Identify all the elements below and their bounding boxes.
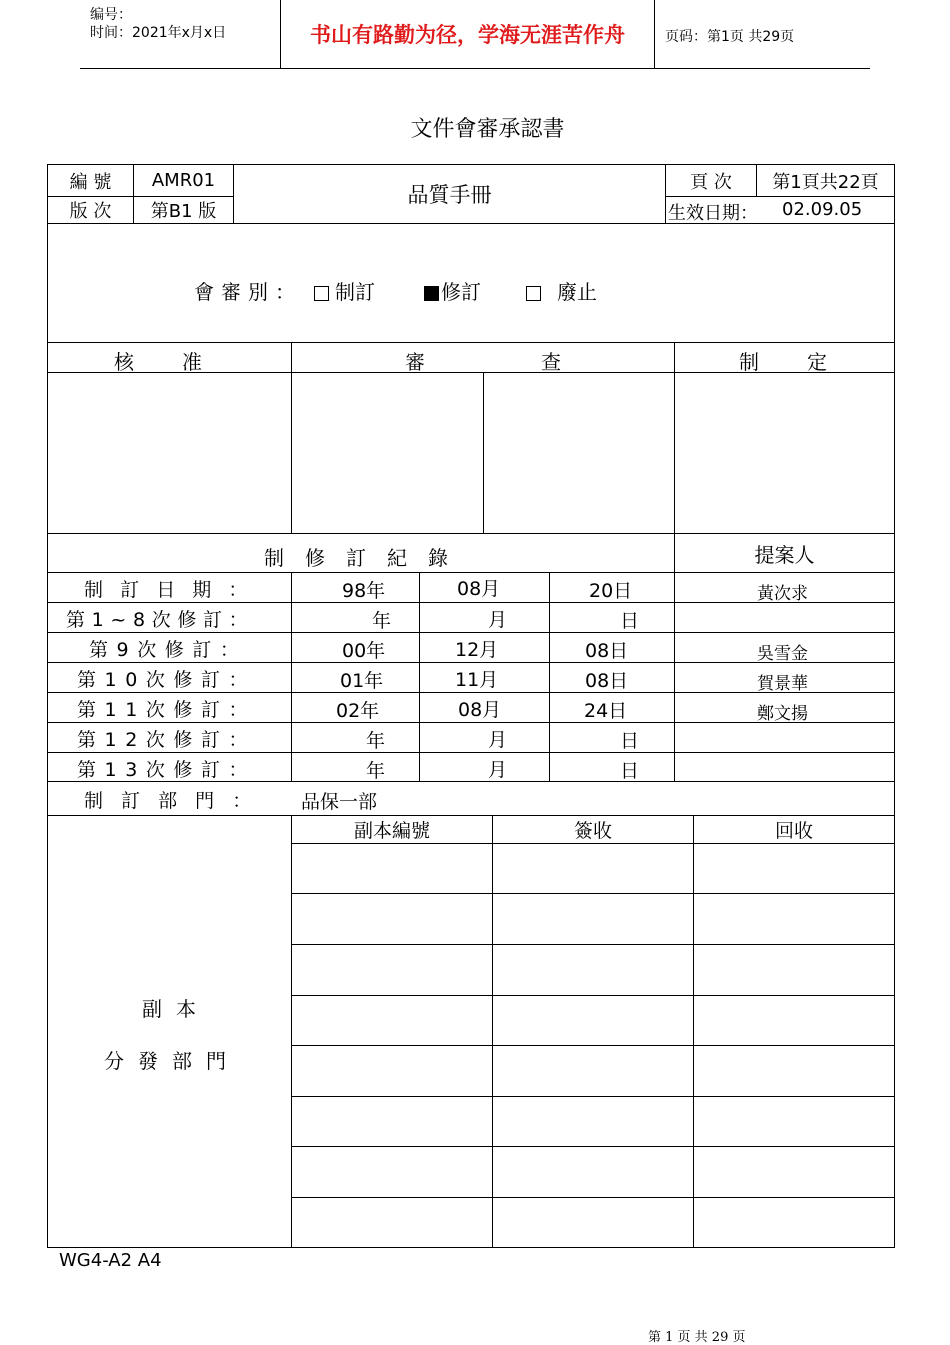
record-month: 11月 bbox=[455, 669, 499, 691]
record-day: 日 bbox=[620, 610, 640, 632]
date-label: 时间：2021年x月x日 bbox=[90, 25, 227, 41]
option-revise[interactable]: 修訂 bbox=[424, 276, 481, 305]
record-month: 月 bbox=[488, 729, 508, 751]
establish-header: 制定 bbox=[739, 350, 875, 374]
distribution-dept-label: 分發部門 bbox=[104, 1049, 240, 1073]
checkbox-empty-icon[interactable] bbox=[314, 286, 329, 301]
record-month: 08月 bbox=[457, 578, 501, 600]
header-meta bbox=[80, 0, 281, 68]
record-proposer: 鄭文揚 bbox=[757, 704, 808, 724]
copies-label: 副本 bbox=[142, 997, 210, 1021]
record-year: 年 bbox=[372, 610, 392, 632]
record-day: 20日 bbox=[589, 580, 633, 602]
record-day: 日 bbox=[620, 730, 640, 752]
copy-number-header: 副本編號 bbox=[353, 820, 430, 842]
checkbox-checked-icon[interactable] bbox=[424, 286, 439, 301]
review-type-label: 會審別： bbox=[194, 280, 302, 304]
record-year: 01年 bbox=[340, 670, 384, 692]
record-month: 月 bbox=[488, 609, 508, 631]
code-value: AMR01 bbox=[151, 170, 216, 191]
record-proposer: 賀景華 bbox=[757, 674, 808, 694]
document-name: 品質手冊 bbox=[407, 183, 492, 207]
record-label: 制訂日期： bbox=[84, 579, 265, 601]
record-year: 年 bbox=[366, 730, 386, 752]
record-proposer: 吳雪金 bbox=[757, 644, 808, 664]
page-footer: 第 1 页 共 29 页 bbox=[648, 1330, 746, 1345]
dept-label: 制訂部門： bbox=[84, 790, 270, 812]
header-page bbox=[665, 0, 870, 68]
number-label: 编号： bbox=[90, 7, 132, 23]
record-label: 第13次修訂： bbox=[77, 759, 257, 781]
sign-receipt-header: 簽收 bbox=[573, 820, 612, 842]
page-label: 頁 次 bbox=[690, 171, 732, 193]
recall-header: 回收 bbox=[774, 820, 813, 842]
record-proposer: 黃次求 bbox=[757, 584, 808, 604]
proposer-header: 提案人 bbox=[754, 542, 815, 567]
record-year: 02年 bbox=[336, 700, 380, 722]
effective-value: 02.09.05 bbox=[782, 199, 863, 220]
option-abolish[interactable]: 廢止 bbox=[526, 276, 597, 305]
record-year: 98年 bbox=[342, 580, 386, 602]
record-year: 00年 bbox=[342, 640, 386, 662]
record-month: 08月 bbox=[458, 699, 502, 721]
review-header: 審查 bbox=[405, 350, 677, 374]
doc-title: 文件會審承認書 bbox=[410, 117, 565, 142]
record-label: 第11次修訂： bbox=[77, 699, 257, 721]
option-establish[interactable]: 制訂 bbox=[314, 276, 375, 305]
dept-value: 品保一部 bbox=[301, 791, 378, 813]
motto: 书山有路勤为径，学海无涯苦作舟 bbox=[281, 0, 655, 68]
effective-label: 生效日期： bbox=[668, 203, 758, 224]
checkbox-empty-icon[interactable] bbox=[526, 286, 541, 301]
header-page-label: 页码：第1页 共29页 bbox=[665, 29, 795, 45]
form-code: WG4-A2 A4 bbox=[59, 1250, 162, 1271]
version-value: 第B1 版 bbox=[150, 201, 217, 222]
version-label: 版 次 bbox=[69, 201, 112, 222]
record-day: 08日 bbox=[585, 670, 629, 692]
record-month: 月 bbox=[488, 759, 508, 781]
record-day: 08日 bbox=[585, 640, 629, 662]
approve-header: 核准 bbox=[114, 350, 250, 374]
record-day: 24日 bbox=[584, 700, 628, 722]
record-day: 日 bbox=[620, 760, 640, 782]
records-title: 制修訂紀錄 bbox=[264, 546, 469, 570]
record-year: 年 bbox=[366, 760, 386, 782]
record-label: 第9次修訂： bbox=[89, 639, 248, 661]
record-label: 第10次修訂： bbox=[77, 669, 257, 691]
code-label: 編 號 bbox=[69, 171, 112, 193]
record-label: 第12次修訂： bbox=[77, 729, 257, 751]
page-value: 第1頁共22頁 bbox=[772, 171, 879, 193]
page-header bbox=[80, 0, 870, 69]
record-month: 12月 bbox=[455, 639, 499, 661]
record-label: 第1~8次修訂： bbox=[66, 609, 255, 631]
